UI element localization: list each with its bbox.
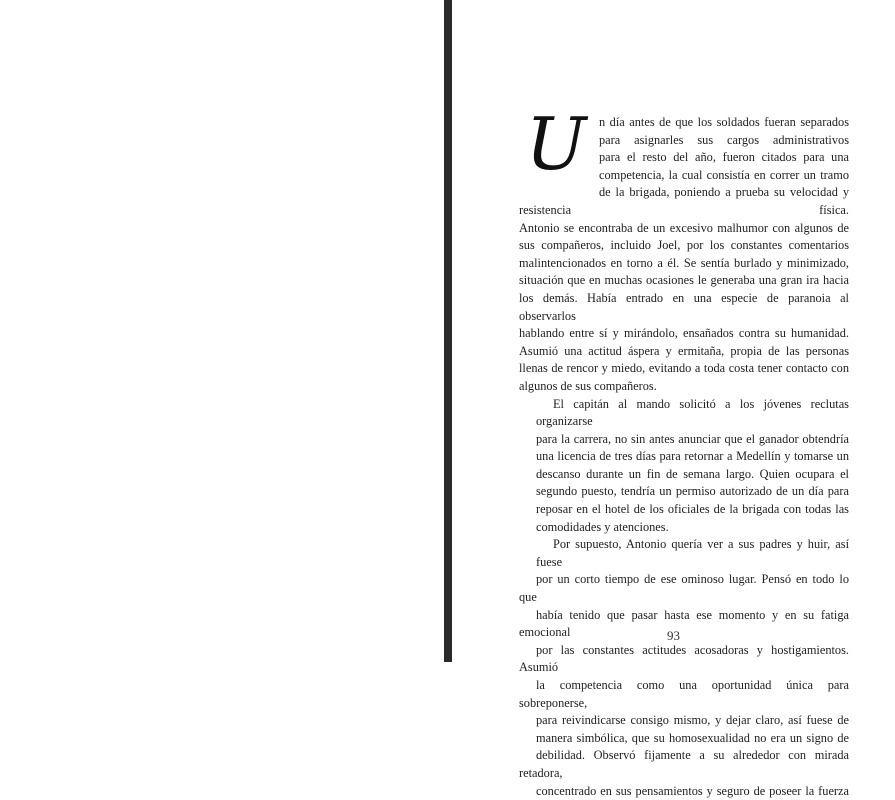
text-line: debilidad. Observó fijamente a su alrededor con mirada retadora, bbox=[519, 748, 849, 780]
text-line: situación que en muchas ocasiones le generaba una gran ira hacia bbox=[519, 273, 849, 288]
body-text bbox=[519, 102, 849, 800]
text-line: Antonio se encontraba de un excesivo malhumor con algunos de bbox=[519, 220, 849, 235]
text-line: para reivindicarse consigo mismo, y dejar claro, así fuese de bbox=[536, 713, 849, 728]
page-number: 93 bbox=[667, 628, 680, 643]
text-line: concentrado en sus pensamientos y seguro de poseer la fuerza bbox=[536, 783, 849, 798]
text-line: llenas de rencor y miedo, evitando a toda costa tener contacto con bbox=[519, 361, 849, 376]
text-line: Asumió una actitud áspera y ermitaña, propia de las personas bbox=[519, 343, 849, 358]
text-line: para la carrera, no sin antes anunciar que el ganador obtendría bbox=[536, 431, 849, 446]
paragraph-2 bbox=[519, 396, 849, 537]
text-line: El capitán al mando solicitó a los jóvenes reclutas organizarse bbox=[536, 396, 849, 429]
text-line: Por supuesto, Antonio quería ver a sus padres y huir, así fuese bbox=[536, 537, 849, 569]
text-line: comodidades y atenciones. bbox=[536, 519, 669, 534]
text-line: competencia, la cual consistía en correr un tramo bbox=[599, 167, 849, 182]
right-page bbox=[452, 0, 895, 798]
text-line: la competencia como una oportunidad única para sobreponerse, bbox=[519, 678, 849, 710]
text-line: algunos de sus compañeros. bbox=[519, 378, 657, 393]
paragraph-3 bbox=[519, 536, 849, 800]
left-page-blank bbox=[0, 0, 444, 662]
text-line: n día antes de que los soldados fueran separados bbox=[599, 115, 849, 129]
book-gutter bbox=[444, 0, 452, 662]
text-line: hablando entre sí y mirándolo, ensañados contra su humanidad. bbox=[519, 326, 849, 341]
text-line: para asignarles sus cargos administrativos bbox=[599, 132, 849, 147]
text-line: por las constantes actitudes acosadoras y hostigamientos. Asumió bbox=[519, 642, 849, 675]
text-line: los demás. Había entrado en una especie de paranoia al observarlos bbox=[519, 290, 849, 323]
text-line: reposar en el hotel de los oficiales de la brigada con todas las bbox=[536, 502, 849, 517]
text-line: sus compañeros, incluido Joel, por los constantes comentarios bbox=[519, 238, 849, 253]
text-line: malintencionados en torno a él. Se sentía burlado y minimizado, bbox=[519, 255, 849, 270]
text-line: manera simbólica, que su homosexualidad no era un signo de bbox=[536, 730, 849, 745]
text-line: segundo puesto, tendría un permiso autorizado de un día para bbox=[536, 484, 849, 499]
text-line: para el resto del año, fueron citados para una bbox=[599, 150, 849, 165]
text-line: una licencia de tres días para retornar a Medellín y tomarse un bbox=[536, 449, 849, 464]
text-line: de la brigada, poniendo a prueba su velocidad y resistencia física. bbox=[519, 185, 849, 217]
text-line: descanso durante un fin de semana largo. Quien ocupara el bbox=[536, 466, 849, 481]
drop-cap-letter: U bbox=[525, 102, 587, 186]
paragraph-1 bbox=[519, 102, 849, 396]
text-line: por un corto tiempo de ese ominoso lugar. Pensó en todo lo que bbox=[519, 572, 849, 605]
text-line: había tenido que pasar hasta ese momento y en su fatiga emocional bbox=[519, 607, 849, 640]
